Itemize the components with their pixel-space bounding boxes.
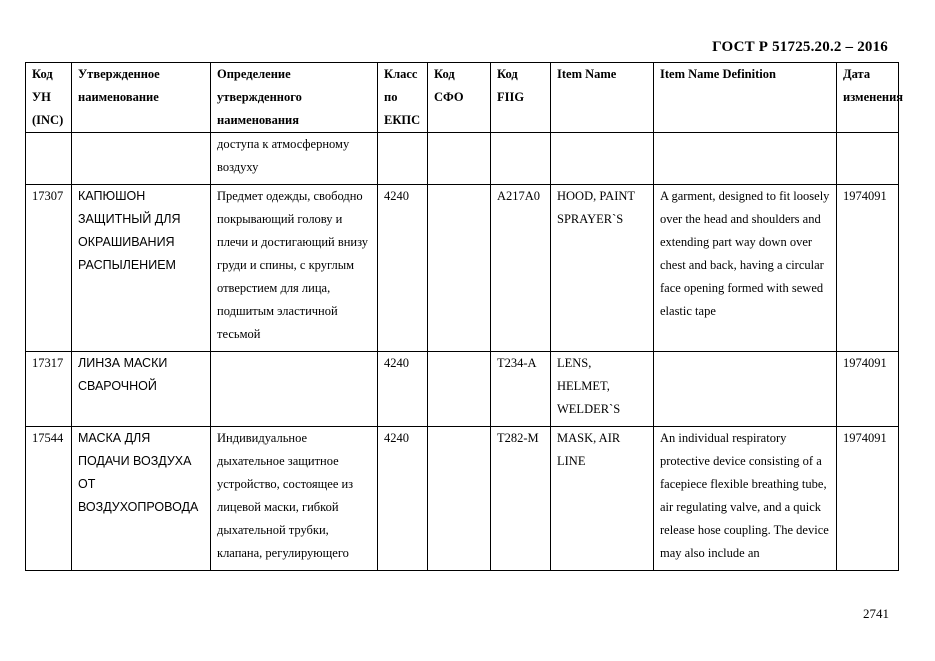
document-standard-header: ГОСТ Р 51725.20.2 – 2016 <box>712 39 888 55</box>
table-row <box>26 427 899 571</box>
cell-name: МАСКА ДЛЯ ПОДАЧИ ВОЗДУХА ОТ ВОЗДУХОПРОВОДА <box>72 427 211 571</box>
cell-item-name: MASK, AIR LINE <box>551 427 654 571</box>
cell-class: 4240 <box>378 352 428 427</box>
column-header-definition: Определение утвержденного наименования <box>211 63 378 133</box>
cell-item-name <box>551 133 654 185</box>
cell-class: 4240 <box>378 185 428 352</box>
cell-sfo <box>428 185 491 352</box>
nomenclature-table <box>25 62 904 571</box>
cell-inc: 17307 <box>26 185 72 352</box>
cell-definition: Предмет одежды, свободно покрывающий голову и плечи и достигающий внизу груди и спины, с круглым отверстием для лица, подшитым эластичной тесьмой <box>211 185 378 352</box>
cell-name: ЛИНЗА МАСКИ СВАРОЧНОЙ <box>72 352 211 427</box>
cell-inc <box>26 133 72 185</box>
cell-name <box>72 133 211 185</box>
cell-fiig: A217A0 <box>491 185 551 352</box>
cell-date: 1974091 <box>837 352 899 427</box>
cell-date: 1974091 <box>837 427 899 571</box>
cell-fiig <box>491 133 551 185</box>
cell-item-definition: An individual respiratory protective device consisting of a facepiece flexible breathing tube, air regulating valve, and a quick release hose coupling. The device may also include an <box>654 427 837 571</box>
cell-fiig: T282-M <box>491 427 551 571</box>
cell-item-definition: A garment, designed to fit loosely over the head and shoulders and extending part way down over chest and back, having a circular face opening formed with sewed elastic tape <box>654 185 837 352</box>
column-header-date: Дата изменения <box>837 63 899 133</box>
cell-name: КАПЮШОН ЗАЩИТНЫЙ ДЛЯ ОКРАШИВАНИЯ РАСПЫЛЕНИЕМ <box>72 185 211 352</box>
column-header-item-name: Item Name <box>551 63 654 133</box>
table-header-row <box>26 63 899 133</box>
column-header-sfo: Код СФО <box>428 63 491 133</box>
cell-definition <box>211 352 378 427</box>
cell-date <box>837 133 899 185</box>
table-row <box>26 133 899 185</box>
cell-class: 4240 <box>378 427 428 571</box>
cell-inc: 17544 <box>26 427 72 571</box>
column-header-fiig: Код FIIG <box>491 63 551 133</box>
cell-date: 1974091 <box>837 185 899 352</box>
page-number: 2741 <box>863 606 889 621</box>
column-header-class: Класс по ЕКПС <box>378 63 428 133</box>
cell-class <box>378 133 428 185</box>
cell-item-definition <box>654 133 837 185</box>
cell-item-name: HOOD, PAINT SPRAYER`S <box>551 185 654 352</box>
cell-sfo <box>428 352 491 427</box>
cell-item-definition <box>654 352 837 427</box>
cell-sfo <box>428 427 491 571</box>
table-row <box>26 185 899 352</box>
cell-definition: доступа к атмосферному воздуху <box>211 133 378 185</box>
cell-inc: 17317 <box>26 352 72 427</box>
cell-sfo <box>428 133 491 185</box>
cell-item-name: LENS, HELMET, WELDER`S <box>551 352 654 427</box>
column-header-inc: Код УН (INC) <box>26 63 72 133</box>
column-header-item-definition: Item Name Definition <box>654 63 837 133</box>
cell-definition: Индивидуальное дыхательное защитное устройство, состоящее из лицевой маски, гибкой дыхательной трубки, клапана, регулирующего <box>211 427 378 571</box>
column-header-name: Утвержденное наименование <box>72 63 211 133</box>
cell-fiig: T234-A <box>491 352 551 427</box>
table-row <box>26 352 899 427</box>
